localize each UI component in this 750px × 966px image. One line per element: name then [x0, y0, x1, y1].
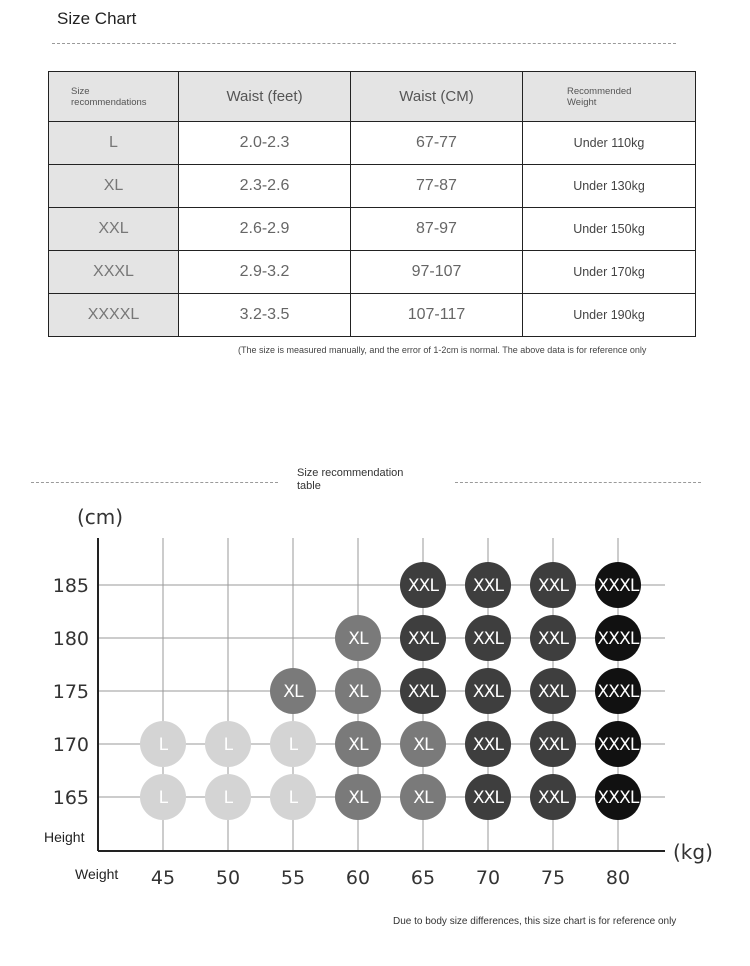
size-dot — [530, 721, 576, 767]
size-dot-label: XL — [413, 735, 433, 755]
recommendation-title-line1: Size recommendation — [297, 467, 404, 479]
x-tick-labels — [151, 867, 630, 889]
size-dot — [465, 615, 511, 661]
cell-waist-feet: 3.2-3.5 — [179, 294, 351, 337]
size-dot — [530, 562, 576, 608]
header-size-line1: Size — [71, 85, 90, 97]
size-dot — [335, 721, 381, 767]
size-dot-label: XL — [348, 682, 368, 702]
size-dot — [595, 668, 641, 714]
header-weight-line2: Weight — [567, 96, 597, 108]
size-dot — [530, 774, 576, 820]
cell-waist-feet: 2.9-3.2 — [179, 251, 351, 294]
cell-weight: Under 150kg — [523, 208, 696, 251]
size-dot — [465, 774, 511, 820]
size-dot-label: XXL — [407, 629, 439, 649]
size-chart-title: Size Chart — [57, 9, 137, 28]
x-tick-label: 80 — [605, 867, 631, 889]
size-dot-label: XXXL — [597, 629, 639, 649]
y-axis-name: Height — [44, 829, 85, 845]
size-dot — [400, 615, 446, 661]
y-tick-label: 180 — [52, 628, 89, 650]
cell-weight: Under 170kg — [523, 251, 696, 294]
size-dot — [400, 774, 446, 820]
cell-waist-cm: 77-87 — [351, 165, 523, 208]
cell-waist-cm: 87-97 — [351, 208, 523, 251]
size-dot — [530, 615, 576, 661]
size-dot-label: XXXL — [597, 788, 639, 808]
size-dot — [465, 721, 511, 767]
x-tick-label: 70 — [475, 867, 501, 889]
cell-waist-feet: 2.3-2.6 — [179, 165, 351, 208]
header-waist-feet: Waist (feet) — [179, 72, 351, 122]
measurement-note: (The size is measured manually, and the error of 1-2cm is normal. The above data is for reference only — [238, 345, 647, 355]
size-dot-label: XXL — [537, 735, 569, 755]
size-dot-label: XXL — [537, 682, 569, 702]
cell-size: XXXXL — [49, 294, 179, 337]
size-dot — [595, 774, 641, 820]
y-tick-labels — [53, 575, 89, 809]
cell-waist-feet: 2.0-2.3 — [179, 122, 351, 165]
size-dot — [400, 668, 446, 714]
cell-waist-feet: 2.6-2.9 — [179, 208, 351, 251]
x-tick-label: 50 — [215, 867, 241, 889]
header-weight-line1: Recommended — [567, 85, 632, 97]
size-dot-label: L — [288, 788, 298, 808]
size-dot — [140, 721, 186, 767]
header-size-line2: recommendations — [71, 96, 147, 108]
size-dot — [400, 562, 446, 608]
size-dot — [205, 721, 251, 767]
x-tick-label: 65 — [410, 867, 436, 889]
size-dot-label: L — [288, 735, 298, 755]
size-dot-label: XL — [283, 682, 303, 702]
size-dot-label: XL — [413, 788, 433, 808]
size-dot-label: XXL — [407, 682, 439, 702]
cell-waist-cm: 97-107 — [351, 251, 523, 294]
size-dot — [205, 774, 251, 820]
size-dot-label: XXL — [537, 788, 569, 808]
x-tick-label: 55 — [280, 867, 306, 889]
size-dot-label: XXL — [472, 576, 504, 596]
size-dot — [530, 668, 576, 714]
size-dot-label: XXL — [472, 735, 504, 755]
size-dot — [270, 721, 316, 767]
header-waist-cm: Waist (CM) — [351, 72, 523, 122]
x-tick-label: 60 — [345, 867, 371, 889]
size-dot-label: XXXL — [597, 576, 639, 596]
size-dot-label: XL — [348, 735, 368, 755]
size-dot-label: XXXL — [597, 735, 639, 755]
x-tick-label: 45 — [150, 867, 176, 889]
size-dot-label: L — [158, 788, 168, 808]
size-dot-label: XXL — [472, 788, 504, 808]
cell-size: XXL — [49, 208, 179, 251]
size-dot — [335, 774, 381, 820]
size-dot — [140, 774, 186, 820]
size-dot-label: XXL — [472, 682, 504, 702]
size-dot-label: XXL — [407, 576, 439, 596]
size-dot — [400, 721, 446, 767]
size-dot — [595, 615, 641, 661]
recommendation-title-line2: table — [297, 480, 321, 492]
size-dot — [270, 668, 316, 714]
x-tick-label: 75 — [540, 867, 566, 889]
size-dot — [595, 562, 641, 608]
cell-weight: Under 190kg — [523, 294, 696, 337]
size-dot-label: L — [223, 735, 233, 755]
size-dot-label: XXL — [537, 629, 569, 649]
size-dot — [465, 668, 511, 714]
size-dot-label: L — [223, 788, 233, 808]
x-axis-name: Weight — [75, 866, 119, 882]
cell-waist-cm: 67-77 — [351, 122, 523, 165]
y-tick-label: 165 — [52, 787, 89, 809]
x-unit-label: (kg) — [673, 840, 713, 864]
size-dot-label: L — [158, 735, 168, 755]
cell-size: L — [49, 122, 179, 165]
size-dot-label: XL — [348, 629, 368, 649]
cell-size: XXXL — [49, 251, 179, 294]
size-dot-label: XL — [348, 788, 368, 808]
cell-weight: Under 130kg — [523, 165, 696, 208]
y-tick-label: 175 — [52, 681, 89, 703]
size-dot — [270, 774, 316, 820]
size-dot — [465, 562, 511, 608]
size-dot-label: XXXL — [597, 682, 639, 702]
reference-note: Due to body size differences, this size chart is for reference only — [393, 916, 677, 927]
size-dot — [595, 721, 641, 767]
size-dot-label: XXL — [537, 576, 569, 596]
size-dot — [335, 668, 381, 714]
size-dot-label: XXL — [472, 629, 504, 649]
y-unit-label: (cm) — [77, 505, 124, 529]
cell-weight: Under 110kg — [523, 122, 696, 165]
cell-size: XL — [49, 165, 179, 208]
size-dot — [335, 615, 381, 661]
y-tick-label: 170 — [52, 734, 89, 756]
cell-waist-cm: 107-117 — [351, 294, 523, 337]
y-tick-label: 185 — [52, 575, 89, 597]
